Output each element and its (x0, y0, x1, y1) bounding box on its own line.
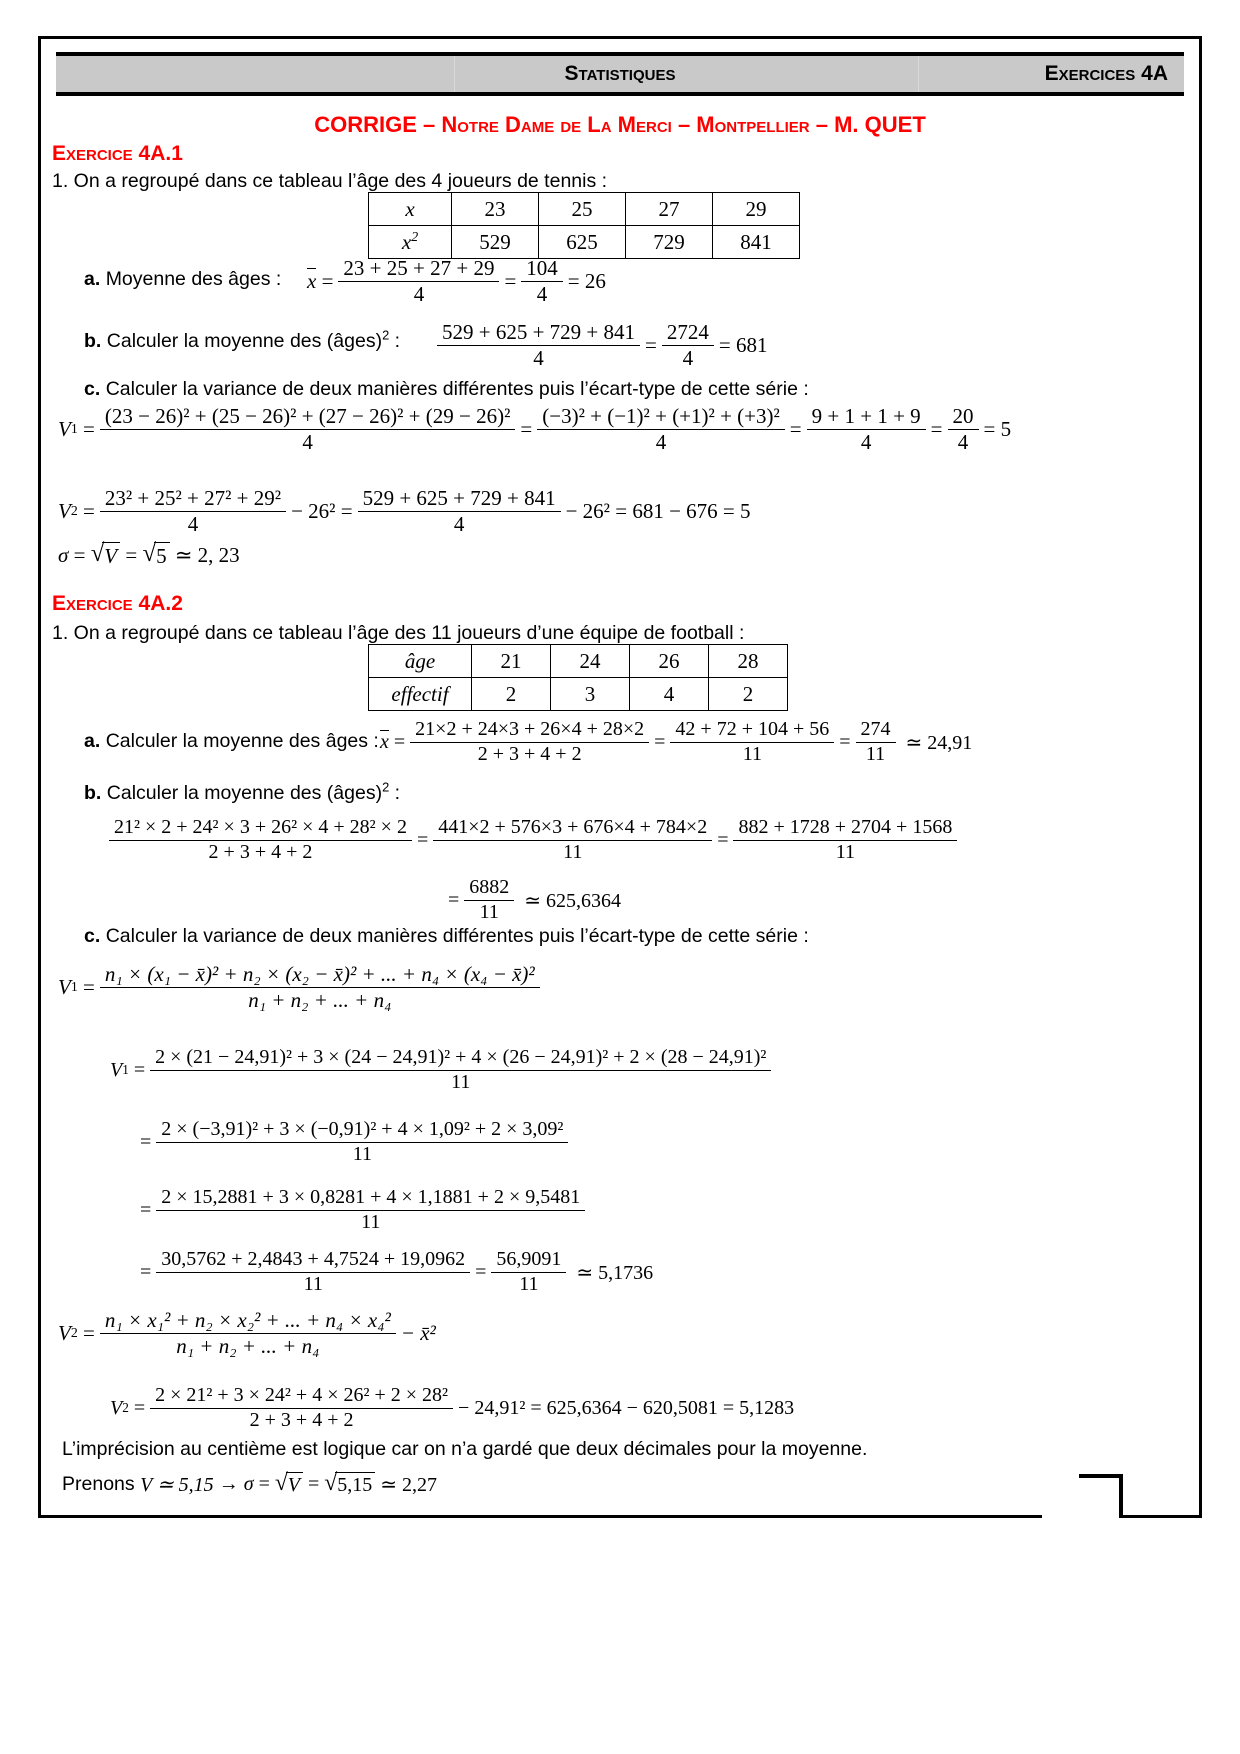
fraction-numerator: 21² × 2 + 24² × 3 + 26² × 4 + 28² × 2 (109, 816, 412, 841)
result-value: ≃ 2,27 (380, 1474, 438, 1496)
ex2-item-b-equation-line1: $\frac{\text{21² × 2 + 24² × 3 + 26² × 4 + 28² × 2}}{2 + 3 + 4 + 2}$ = $\frac{441\times 2 + 576\times 3 + 676\times 4 + 784\times 2}{11}$ = $\frac{882 + 1728 + 2704 + 1568}{11}$ (104, 816, 962, 864)
fraction-denominator: 4 (536, 281, 548, 306)
result-value: 625,6364 − 620,5081 = 5,1283 (546, 1396, 795, 1419)
radicand: V (286, 1472, 303, 1497)
result-value: 5 (1000, 416, 1012, 441)
fraction-denominator: n₁ + n₂ + ... + n₄ (176, 1333, 320, 1358)
ex2-item-b-equation-line2: = $\frac{6882}{11}$ ≃ 625,6364 (448, 876, 622, 923)
radicand: 5,15 (335, 1472, 375, 1497)
conclusion-line-2 (62, 1472, 437, 1497)
document-header-banner (56, 52, 1184, 96)
fraction-numerator: 6882 (464, 876, 514, 901)
tennis-ages-table (368, 192, 800, 259)
ex2-v1-step4-equation: = $\frac{30,5762 + 2,4843 + 4,7524 + 19,0962}{11}$ = $\frac{56,9091}{11}$ ≃ 5,1736 (140, 1248, 654, 1295)
mean-symbol: x (307, 269, 317, 294)
fraction-numerator: 9 + 1 + 1 + 9 (807, 404, 926, 430)
fraction-denominator: 4 (655, 429, 667, 454)
table-cell: 2 (709, 678, 788, 711)
variance-symbol: V (58, 416, 71, 441)
conclusion-equation: V ≃ 5,15 → σ = √ V = √ 5,15 ≃ 2,27 (140, 1470, 438, 1496)
fraction-numerator: 529 + 625 + 729 + 841 (437, 320, 640, 346)
subtrahend: − 26² (565, 498, 610, 523)
ex2-v1-step3-equation: = $\frac{2 \times 15,2881 + 3 \times 0,8281 + 4 \times 1,1881 + 2 \times 9,5481}{11}$ (140, 1186, 590, 1234)
variance-symbol: V (110, 1058, 123, 1081)
result-value: ≃ 5,1736 (576, 1261, 654, 1284)
table-row-label-exponent: 2 (411, 228, 419, 244)
fraction-denominator: 4 (453, 511, 465, 536)
result-value: ≃ 625,6364 (524, 889, 622, 912)
fraction-denominator: n₁ + n₂ + ... + n₄ (248, 987, 392, 1012)
fraction-numerator: 2 × (21 − 24,91)² + 3 × (24 − 24,91)² + 4 × (26 − 24,91)² + 2 × (28 − 24,91)² (150, 1046, 771, 1071)
fraction-numerator: 56,9091 (491, 1248, 566, 1273)
exercise-1-heading: Exercice 4A.1 (52, 142, 183, 165)
sigma-symbol: σ (58, 543, 69, 567)
table-row-label: effectif (369, 678, 472, 711)
table-cell: 29 (713, 193, 800, 226)
header-title: Statistiques (564, 62, 676, 85)
table-cell: 23 (452, 193, 539, 226)
fraction-numerator: 42 + 72 + 104 + 56 (670, 718, 834, 743)
fraction-numerator: 23 + 25 + 27 + 29 (338, 256, 499, 282)
fraction-denominator: 11 (563, 840, 583, 863)
table-row (369, 226, 800, 259)
fraction-denominator: 4 (413, 281, 425, 306)
fraction-numerator: 882 + 1728 + 2704 + 1568 (733, 816, 957, 841)
result-value: 26 (584, 268, 606, 293)
ex2-v1-step2-equation: = $\frac{\text{2 × (−3,91)² + 3 × (−0,91)² + 4 × 1,09² + 2 × 3,09²}}{11}$ (140, 1118, 573, 1166)
corner-notch-mask (1042, 1512, 1088, 1522)
table-cell: 28 (709, 645, 788, 678)
fraction-denominator: 11 (352, 1142, 372, 1165)
ex2-v1-step1-equation: V 1 = 2 × (21 − 24,91)² + 3 × (24 − 24,91)² + 4 × (26 − 24,91)² + 2 × (28 − 24,91)² 11 (110, 1046, 776, 1094)
fraction-denominator: 4 (533, 345, 544, 370)
ex2-item-b-label: b. Calculer la moyenne des (âges)$^2$ : (84, 779, 401, 804)
radicand: 5 (154, 542, 170, 569)
variance-symbol: V (58, 974, 71, 999)
table-row-label: âge (369, 645, 472, 678)
ex1-sigma-equation: σ = √ V = √ 5 ≃ 2, 23 (58, 540, 240, 568)
ex2-v2-general-equation: V 2 = $\frac{\text{n₁ × x₁² + n₂ × x₂² + ... + n₄ × x₄²}}{\text{n₁ + n₂ + ... + n₄}}$ − x̄² (58, 1308, 436, 1358)
conclusion-line-1: L’imprécision au centième est logique car on n’a gardé que deux décimales pour la moyenne. (62, 1438, 868, 1460)
exercise-2-question-1: 1. On a regroupé dans ce tableau l’âge des 11 joueurs d’une équipe de football : (52, 622, 745, 644)
header-exercise-label: Exercices 4A (1044, 62, 1168, 85)
fraction-denominator: 2 + 3 + 4 + 2 (477, 742, 582, 765)
fraction-denominator: 4 (682, 345, 694, 370)
fraction-numerator: n₁ × (x₁ − x̄)² + n₂ × (x₂ − x̄)² + ... + n₄ × (x₄ − x̄)² (100, 962, 540, 988)
approx-value: ≃ 2, 23 (174, 543, 240, 567)
table-row (369, 645, 788, 678)
result-value: 681 (735, 332, 768, 357)
fraction-denominator: 2 + 3 + 4 + 2 (249, 1408, 354, 1431)
arrow-icon: → (218, 1473, 239, 1495)
radicand: V (102, 542, 120, 569)
table-cell: 529 (452, 226, 539, 259)
table-cell: 21 (472, 645, 551, 678)
fraction-numerator: 529 + 625 + 729 + 841 (358, 486, 561, 512)
subtrahend: − 26² (291, 498, 336, 523)
sigma-symbol: σ (243, 1473, 254, 1495)
variance-symbol: V (110, 1396, 123, 1419)
table-cell: 26 (630, 645, 709, 678)
table-cell: 25 (539, 193, 626, 226)
fraction-denominator: 4 (860, 429, 872, 454)
exercise-1-question-1: 1. On a regroupé dans ce tableau l’âge des 4 joueurs de tennis : (52, 170, 608, 192)
fraction-numerator: 2724 (662, 320, 714, 346)
conclusion-prefix: Prenons (62, 1473, 135, 1495)
fraction-numerator: 23² + 25² + 27² + 29² (100, 486, 286, 512)
result-value: 681 − 676 = 5 (632, 498, 751, 523)
table-cell: 625 (539, 226, 626, 259)
ex2-item-a-equation: x = $\frac{21\times 2 + 24\times 3 + 26\times 4 + 28\times 2}{2 + 3 + 4 + 2}$ = $\frac{42 + 72 + 104 + 56}{11}$ = $\frac{274}{11}$ ≃ 24,91 (380, 718, 973, 765)
table-row-label: x (405, 196, 415, 221)
fraction-denominator: 11 (451, 1070, 471, 1093)
ex1-item-b-equation: $\frac{529 + 625 + 729 + 841}{4}$ = $\frac{2724}{4}$ = 681 (432, 320, 767, 371)
fraction-numerator: 104 (521, 256, 563, 282)
subtrahend: − x̄² (400, 1320, 436, 1345)
table-cell: 24 (551, 645, 630, 678)
football-ages-table (368, 644, 788, 711)
fraction-numerator: (−3)² + (−1)² + (+1)² + (+3)² (537, 404, 785, 430)
fraction-denominator: 4 (957, 429, 969, 454)
result-value: ≃ 24,91 (905, 731, 973, 754)
exercise-2-heading: Exercice 4A.2 (52, 592, 183, 615)
ex2-item-c-label: c. Calculer la variance de deux manières différentes puis l’écart-type de cette série : (84, 925, 809, 947)
ex1-item-a-equation: x = $\frac{23 + 25 + 27 + 29}{4}$ = $\frac{104}{4}$ = 26 (307, 256, 606, 306)
ex2-v1-general-equation: V 1 = $\frac{\text{n₁ × (x₁ − x̄)² + n₂ × (x₂ − x̄)² + ... + n₄ × (x₄ − x̄)²}}{\text{n₁ + n₂ + ... + n₄}}$ (58, 962, 545, 1013)
ex1-v2-equation: V 2 = $\frac{\text{23² + 25² + 27² + 29²}}{4}$ − 26² = $\frac{529 + 625 + 729 + 841}{4}$ − 26² = 681 − 676 = 5 (58, 486, 751, 536)
fraction-numerator: 274 (856, 718, 896, 743)
table-cell: 841 (713, 226, 800, 259)
fraction-numerator: 2 × 15,2881 + 3 × 0,8281 + 4 × 1,1881 + 2 × 9,5481 (156, 1186, 585, 1211)
table-cell: 3 (551, 678, 630, 711)
ex1-item-b-label: b. Calculer la moyenne des (âges)$^2$ : (84, 327, 401, 352)
table-row (369, 193, 800, 226)
corrige-subtitle: CORRIGE – Notre Dame de La Merci – Montpellier – M. QUET (314, 112, 926, 137)
table-cell: 729 (626, 226, 713, 259)
ex2-item-a-label: a. Calculer la moyenne des âges : (84, 730, 379, 752)
table-cell: 2 (472, 678, 551, 711)
fraction-denominator: 11 (479, 900, 499, 923)
subtrahend: − 24,91² (458, 1396, 526, 1419)
ex1-item-c-label: c. Calculer la variance de deux manières différentes puis l’écart-type de cette série : (84, 378, 809, 400)
table-row (369, 678, 788, 711)
ex2-v2-step-equation: V 2 = $\frac{\text{2 × 21² + 3 × 24² + 4 × 26² + 2 × 28²}}{2 + 3 + 4 + 2}$ − 24,91² = 625,6364 − 620,5081 = 5,1283 (110, 1384, 795, 1431)
mean-symbol: x (380, 731, 389, 754)
table-cell: 4 (630, 678, 709, 711)
fraction-numerator: n₁ × x₁² + n₂ × x₂² + ... + n₄ × x₄² (100, 1308, 396, 1334)
fraction-denominator: 11 (835, 840, 856, 863)
fraction-denominator: 11 (519, 1272, 539, 1295)
table-row-label: x (401, 229, 412, 254)
fraction-numerator: 441×2 + 576×3 + 676×4 + 784×2 (433, 816, 712, 841)
fraction-denominator: 4 (187, 511, 199, 536)
fraction-numerator: 30,5762 + 2,4843 + 4,7524 + 19,0962 (156, 1248, 470, 1273)
fraction-numerator: 2 × (−3,91)² + 3 × (−0,91)² + 4 × 1,09² + 2 × 3,09² (156, 1118, 568, 1143)
fraction-denominator: 4 (302, 429, 313, 454)
fraction-numerator: 20 (948, 404, 979, 430)
table-cell: 27 (626, 193, 713, 226)
variance-symbol: V (58, 498, 71, 523)
ex1-item-a-label: a. Moyenne des âges : (84, 268, 282, 290)
fraction-numerator: 2 × 21² + 3 × 24² + 4 × 26² + 2 × 28² (150, 1384, 453, 1409)
variance-approx: V ≃ 5,15 (140, 1474, 214, 1496)
ex1-v1-equation: V 1 = $\frac{\text{(23 − 26)² + (25 − 26)² + (27 − 26)² + (29 − 26)²}}{4}$ = $\frac{\text{(−3)² + (−1)² + (+1)² + (+3)²}}{4}$ = $\frac{9 + 1 + 1 + 9}{4}$ = $\frac{20}{4}$ = 5 (58, 404, 1012, 454)
variance-symbol: V (58, 1320, 71, 1345)
fraction-denominator: 11 (303, 1272, 323, 1295)
fraction-denominator: 2 + 3 + 4 + 2 (208, 840, 313, 863)
fraction-numerator: (23 − 26)² + (25 − 26)² + (27 − 26)² + (29 − 26)² (100, 404, 516, 430)
fraction-denominator: 11 (361, 1210, 381, 1233)
fraction-numerator: 21×2 + 24×3 + 26×4 + 28×2 (410, 718, 649, 743)
fraction-denominator: 11 (742, 742, 762, 765)
fraction-denominator: 11 (865, 742, 886, 765)
